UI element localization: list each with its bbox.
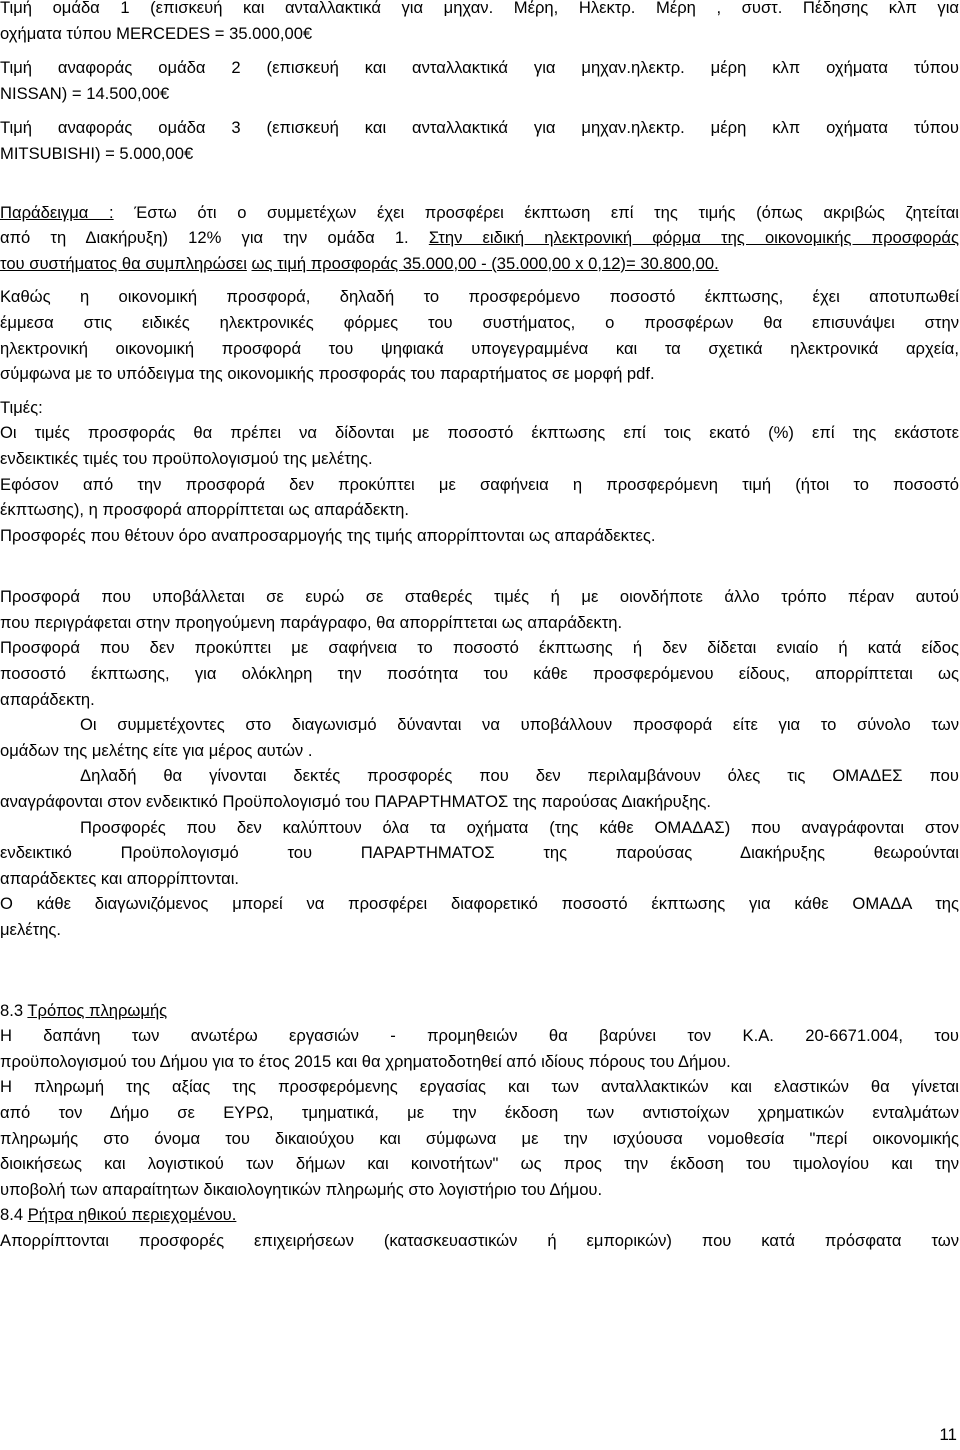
payment-p2-line1: Η πληρωμή της αξίας της προσφερόμενης εργασίας και των ανταλλακτικών και ελαστικών θα γίνεται bbox=[0, 1077, 959, 1097]
prices-p2-line2: έκπτωσης), η προσφορά απορρίπτεται ως απαράδεκτη. bbox=[0, 500, 409, 520]
rule5-line1: Προσφορές που δεν καλύπτουν όλα τα οχήματα (της κάθε ΟΜΑΔΑΣ) που αναγράφονται στον bbox=[80, 817, 959, 837]
rule6-line2: μελέτης. bbox=[0, 920, 62, 939]
rule5-line2: ενδεικτικό Προϋπολογισμό του ΠΑΡΑΡΤΗΜΑΤΟΣ της παρούσας Διακήρυξης θεωρούνται bbox=[0, 843, 959, 863]
rule3-line1: Οι συμμετέχοντες στο διαγωνισμό δύνανται να υποβάλλουν προσφορά είτε για το σύνολο των bbox=[80, 715, 959, 735]
rule1-line1: Προσφορά που υποβάλλεται σε ευρώ σε σταθερές τιμές ή με οιονδήποτε άλλο τρόπο πέραν αυτού bbox=[0, 587, 959, 607]
ethics-line1: Απορρίπτονται προσφορές επιχειρήσεων (κατασκευαστικών ή εμπορικών) που κατά πρόσφατα των bbox=[0, 1230, 959, 1250]
offer-line3: ηλεκτρονική οικονομική προσφορά του ψηφιακά υπογεγραμμένα και τα σχετικά ηλεκτρονικά αρχεία, bbox=[0, 338, 959, 358]
rule2-line2: ποσοστό έκπτωσης, για ολόκληρη την ποσότητα του κάθε προσφερόμενου είδους, απορρίπτεται ως bbox=[0, 664, 959, 684]
payment-p2-line2: από τον Δήμο σε ΕΥΡΩ, τμηματικά, με την έκδοση των αντιστοίχων χρηματικών ενταλμάτων bbox=[0, 1102, 959, 1122]
example-calculation: ως τιμή προσφοράς 35.000,00 - (35.000,00 x 0,12)= 30.800,00. bbox=[251, 253, 719, 273]
prices-p1-line2: ενδεικτικές τιμές του προϋπολογισμού της μελέτης. bbox=[0, 448, 373, 468]
offer-line4: σύμφωνα με το υπόδειγμα της οικονομικής προσφοράς του παραρτήματος σε μορφή pdf. bbox=[0, 364, 655, 384]
example-line1: Παράδειγμα : Έστω ότι ο συμμετέχων έχει προσφέρει έκπτωση επί της τιμής (όπως ακριβώς ζητείται bbox=[0, 202, 959, 222]
rule6-line1: Ο κάθε διαγωνιζόμενος μπορεί να προσφέρει διαφορετικό ποσοστό έκπτωσης για κάθε ΟΜΑΔΑ της bbox=[0, 894, 959, 914]
rule2-line1: Προσφορά που δεν προκύπτει με σαφήνεια το ποσοστό έκπτωσης ή δεν δίδεται ενιαίο ή κατά είδος bbox=[0, 638, 959, 658]
rule5-line3: απαράδεκτες και απορρίπτονται. bbox=[0, 868, 240, 888]
prices-p2-line1: Εφόσον από την προσφορά δεν προκύπτει με σαφήνεια η προσφερόμενη τιμή (ήτοι το ποσοστό bbox=[0, 474, 959, 494]
rule2-line3: απαράδεκτη. bbox=[0, 689, 95, 709]
example-line2: από τη Διακήρυξη) 12% για την ομάδα 1. Στην ειδική ηλεκτρονική φόρμα της οικονομικής προσφοράς bbox=[0, 228, 959, 248]
example-line3: του συστήματος θα συμπληρώσει ως τιμή προσφοράς 35.000,00 - (35.000,00 x 0,12)= 30.800,00. bbox=[0, 253, 719, 273]
payment-p1-line2: προϋπολογισμού του Δήμου για το έτος 2015 και θα χρηματοδοτηθεί από ιδίους πόρους του Δήμου. bbox=[0, 1051, 731, 1071]
offer-line1: Καθώς η οικονομική προσφορά, δηλαδή το προσφερόμενο ποσοστό έκπτωσης, έχει αποτυπωθεί bbox=[0, 287, 959, 307]
example-label: Παράδειγμα : bbox=[0, 202, 114, 222]
group3-price-line1: Τιμή αναφοράς ομάδα 3 (επισκευή και ανταλλακτικά για μηχαν.ηλεκτρ. μέρη κλπ οχήματα τύπου bbox=[0, 118, 959, 138]
group2-price-line2: NISSAN) = 14.500,00€ bbox=[0, 83, 170, 103]
prices-p1-line1: Οι τιμές προσφοράς θα πρέπει να δίδονται με ποσοστό έκπτωσης επί τοις εκατό (%) επί της εκάστοτε bbox=[0, 423, 959, 443]
group3-price-line2: MITSUBISHI) = 5.000,00€ bbox=[0, 143, 194, 163]
group1-price-line1: Τιμή ομάδα 1 (επισκευή και ανταλλακτικά για μηχαν. Μέρη, Ηλεκτρ. Μέρη , συστ. Πέδησης κλπ για bbox=[0, 0, 959, 17]
ethics-heading: 8.4 Ρήτρα ηθικού περιεχομένου. bbox=[0, 1205, 237, 1225]
payment-heading: 8.3 Τρόπος πληρωμής bbox=[0, 1000, 168, 1020]
group1-price-line2: οχήματα τύπου MERCEDES = 35.000,00€ bbox=[0, 23, 313, 43]
rule1-line2: που περιγράφεται στην προηγούμενη παράγραφο, θα απορρίπτεται ως απαράδεκτη. bbox=[0, 612, 623, 632]
offer-line2: έμμεσα στις ειδικές ηλεκτρονικές φόρμες του συστήματος, ο προσφέρων θα επισυνάψει στην bbox=[0, 312, 959, 332]
rule3-line2: ομάδων της μελέτης είτε για μέρος αυτών . bbox=[0, 740, 313, 760]
prices-p3: Προσφορές που θέτουν όρο αναπροσαρμογής της τιμής απορρίπτονται ως απαράδεκτες. bbox=[0, 525, 656, 545]
payment-p2-line4: διοικήσεως και λογιστικού των δήμων και κοινοτήτων" ως προς την έκδοση του τιμολογίου και την bbox=[0, 1154, 959, 1174]
example-underlined: Στην ειδική ηλεκτρονική φόρμα της οικονομικής προσφοράς bbox=[428, 228, 959, 248]
rule4-line1: Δηλαδή θα γίνονται δεκτές προσφορές που δεν περιλαμβάνουν όλες τις ΟΜΑΔΕΣ που bbox=[80, 766, 959, 786]
payment-p1-line1: Η δαπάνη των ανωτέρω εργασιών - προμηθειών θα βαρύνει τον Κ.Α. 20-6671.004, του bbox=[0, 1026, 959, 1046]
rule4-line2: αναγράφονται στον ενδεικτικό Προϋπολογισμό του ΠΑΡΑΡΤΗΜΑΤΟΣ της παρούσας Διακήρυξης. bbox=[0, 792, 712, 812]
group2-price-line1: Τιμή αναφοράς ομάδα 2 (επισκευή και ανταλλακτικά για μηχαν.ηλεκτρ. μέρη κλπ οχήματα τύπου bbox=[0, 58, 959, 78]
page-number: 11 bbox=[939, 1425, 957, 1444]
payment-p2-line3: πληρωμής στο όνομα του δικαιούχου και σύμφωνα με την ισχύουσα νομοθεσία "περί οικονομικής bbox=[0, 1128, 959, 1148]
prices-heading: Τιμές: bbox=[0, 397, 43, 417]
payment-p2-line5: υποβολή των απαραίτητων δικαιολογητικών πληρωμής στο λογιστήριο του Δήμου. bbox=[0, 1179, 603, 1199]
